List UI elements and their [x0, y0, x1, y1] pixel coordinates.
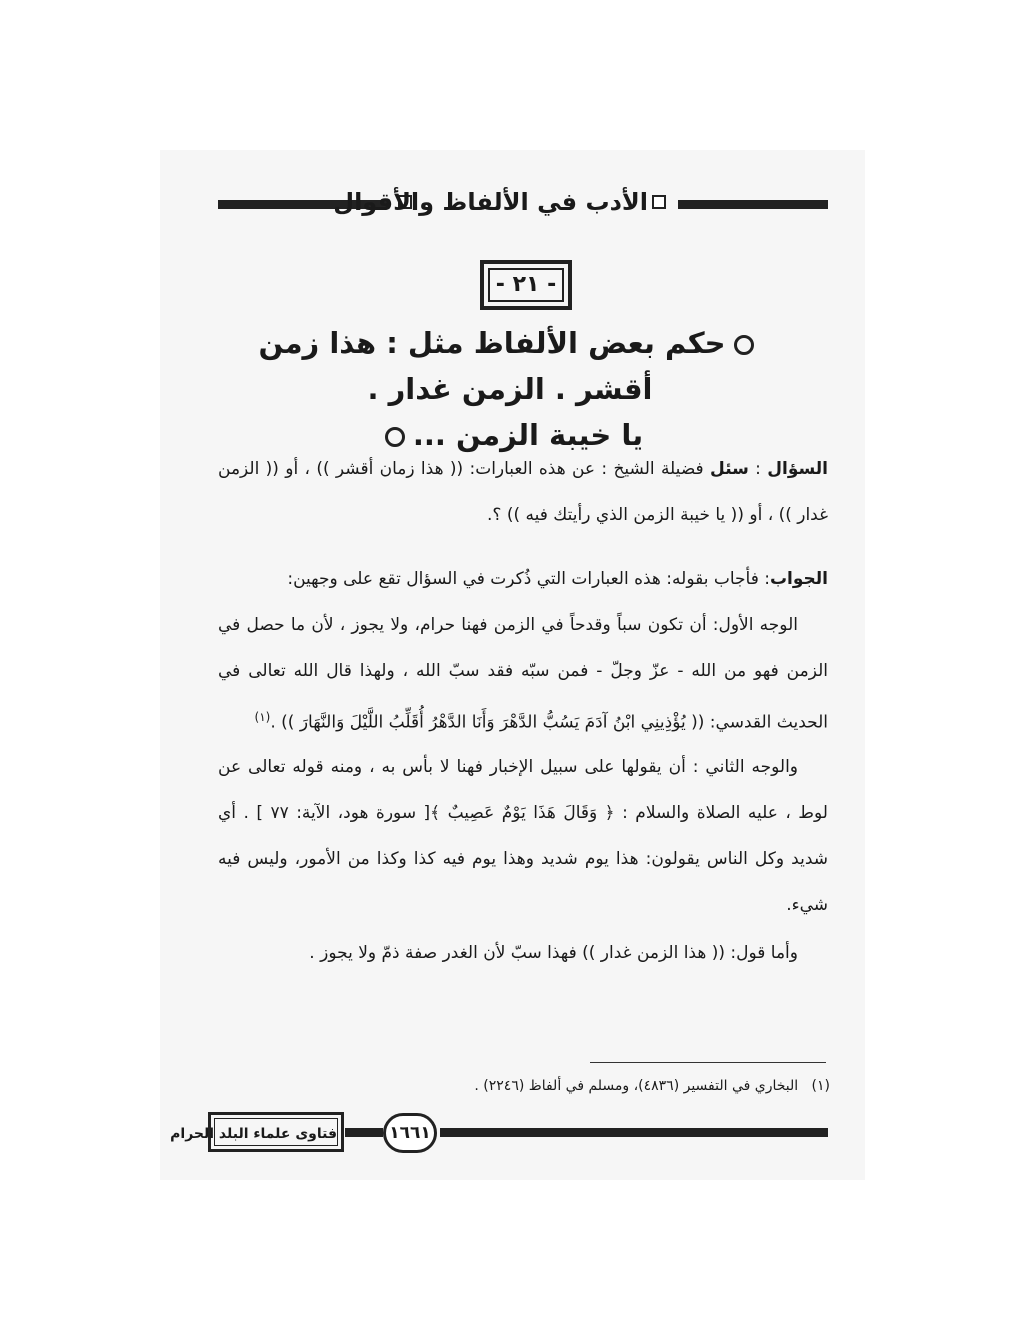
fatwa-number: - ٢١ -	[488, 268, 564, 302]
footnote-reference: (١)	[254, 710, 271, 724]
asked-word: سئل	[710, 459, 749, 479]
running-header-title: الأدب في الألفاظ والأقوال	[333, 188, 648, 216]
footnote	[420, 1076, 830, 1096]
book-title-frame	[170, 1112, 344, 1152]
answer-paragraph-3: وأما قول: (( هذا الزمن غدار )) فهذا سبّ لأن الغدر صفة ذمّ ولا يجوز .	[309, 943, 798, 963]
answer-label: الجواب	[769, 569, 828, 589]
header-square-icon	[652, 195, 666, 209]
footnote-text: البخاري في التفسير (٤٨٣٦)، ومسلم في ألفاظ (٢٢٤٦) .	[474, 1078, 799, 1094]
question-label: السؤال	[767, 459, 828, 479]
answer-intro: الجواب: فأجاب بقوله: هذه العبارات التي ذُكرت في السؤال تقع على وجهين:	[287, 569, 828, 589]
question-paragraph: السؤال : سئل فضيلة الشيخ : عن هذه العبارات: (( هذا زمان أقشر )) ، أو (( الزمن غدار )) ، أو (( يا خيبة الزمن الذي رأيتك فيه )) ؟.	[218, 459, 828, 525]
answer-paragraph-1: الوجه الأول: أن تكون سباً وقدحاً في الزمن فهنا حرام، ولا يجوز ، لأن ما حصل في الزمن فهو من الله - عزّ وجلّ - فمن سبّه فقد سبّ الله ، ولهذا قال الله تعالى في الحديث القدسي: (( يُؤْذِينِي ابْنُ آدَمَ يَسُبُّ الدَّهْرَ وَأَنَا الدَّهْرُ أُقَلِّبُ اللَّيْلَ وَالنَّهَارَ )) .$^{(١)}$	[218, 615, 828, 733]
question-title	[240, 320, 780, 458]
ring-icon	[385, 427, 405, 447]
page-number: ١٦٦١	[383, 1113, 437, 1153]
book-title: فتاوى علماء البلد الحرام	[214, 1118, 338, 1146]
question-text: فضيلة الشيخ : عن هذه العبارات: (( هذا زمان أقشر )) ، أو (( الزمن غدار )) ، أو (( يا خيبة الزمن الذي رأيتك فيه )) ؟.	[218, 459, 828, 525]
question-title-line1: حكم بعض الألفاظ مثل : هذا زمن أقشر . الزمن غدار .	[240, 320, 780, 412]
header-rule-right	[678, 200, 828, 209]
question-title-line2: يا خيبة الزمن ...	[240, 412, 780, 458]
fatwa-number-frame	[480, 260, 572, 310]
footer-rule-right	[345, 1128, 383, 1137]
ring-icon	[734, 335, 754, 355]
footnote-divider	[590, 1062, 826, 1063]
footer-rule-left	[440, 1128, 828, 1137]
footnote-number: (١)	[811, 1078, 830, 1094]
answer-paragraph-2: والوجه الثاني : أن يقولها على سبيل الإخبار فهنا لا بأس به ، ومنه قوله تعالى عن لوط ، عليه الصلاة والسلام : ﴿ وَقَالَ هَذَا يَوْمٌ عَصِيبٌ ﴾[ سورة هود، الآية: ٧٧ ] . أي شديد وكل الناس يقولون: هذا يوم شديد وهذا يوم فيه كذا وكذا من الأمور، وليس فيه شيء.	[218, 757, 828, 915]
